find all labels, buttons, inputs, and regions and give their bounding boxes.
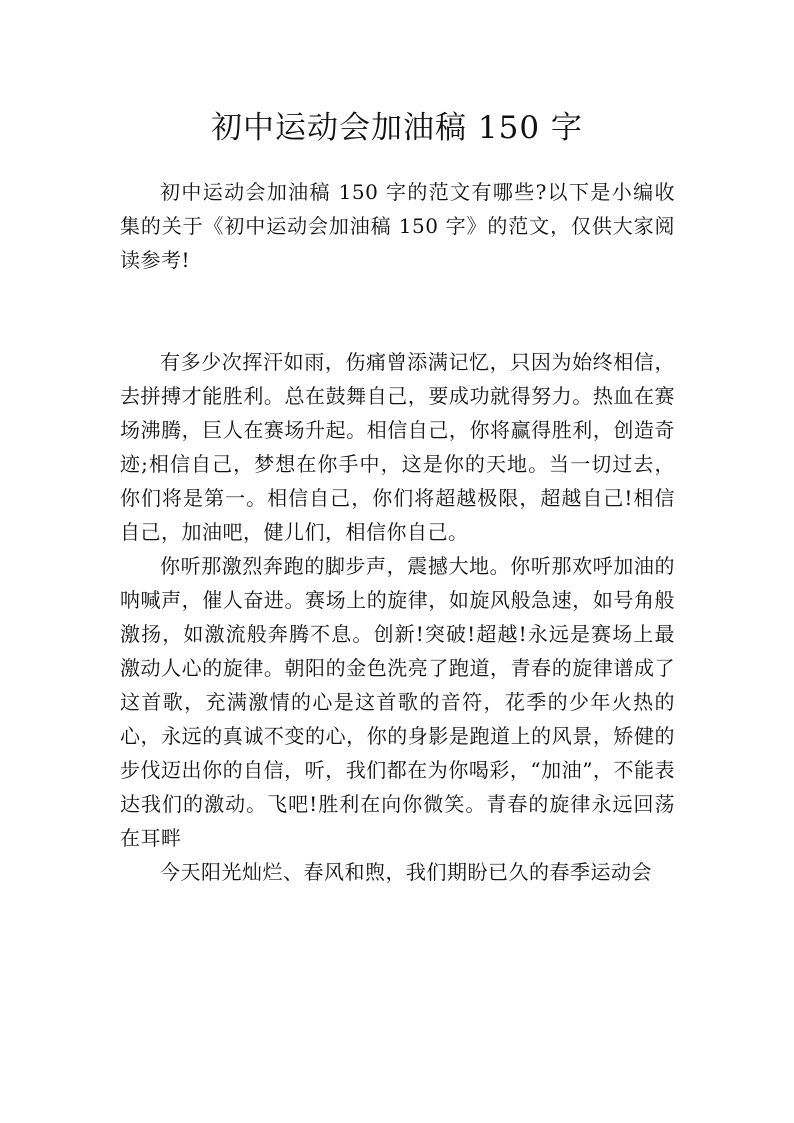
body-paragraph-2: 你听那激烈奔跑的脚步声，震撼大地。你听那欢呼加油的呐喊声，催人奋进。赛场上的旋律，如旋风般急速，如号角般激扬，如激流般奔腾不息。创新!突破!超越!永远是赛场上最激动人心的旋律。朝阳的金色洗亮了跑道，青春的旋律谱成了这首歌，充满激情的心是这首歌的音符，花季的少年火热的心，永远的真诚不变的心，你的身影是跑道上的风景，矫健的步伐迈出你的自信，听，我们都在为你喝彩，“加油”，不能表达我们的激动。飞吧!胜利在向你微笑。青春的旋律永远回荡在耳畔	[120, 554, 675, 850]
body-paragraph-3: 今天阳光灿烂、春风和煦，我们期盼已久的春季运动会	[160, 860, 652, 884]
document-title: 初中运动会加油稿 150 字	[211, 110, 583, 146]
document-body	[120, 175, 675, 889]
intro-paragraph: 初中运动会加油稿 150 字的范文有哪些?以下是小编收集的关于《初中运动会加油稿 150 字》的范文，仅供大家阅读参考!	[120, 180, 675, 272]
body-paragraph-1: 有多少次挥汗如雨，伤痛曾添满记忆，只因为始终相信，去拼搏才能胜利。总在鼓舞自己，要成功就得努力。热血在赛场沸腾，巨人在赛场升起。相信自己，你将赢得胜利，创造奇迹;相信自己，梦想在你手中，这是你的天地。当一切过去，你们将是第一。相信自己，你们将超越极限，超越自己!相信自己，加油吧，健儿们，相信你自己。	[120, 350, 675, 544]
